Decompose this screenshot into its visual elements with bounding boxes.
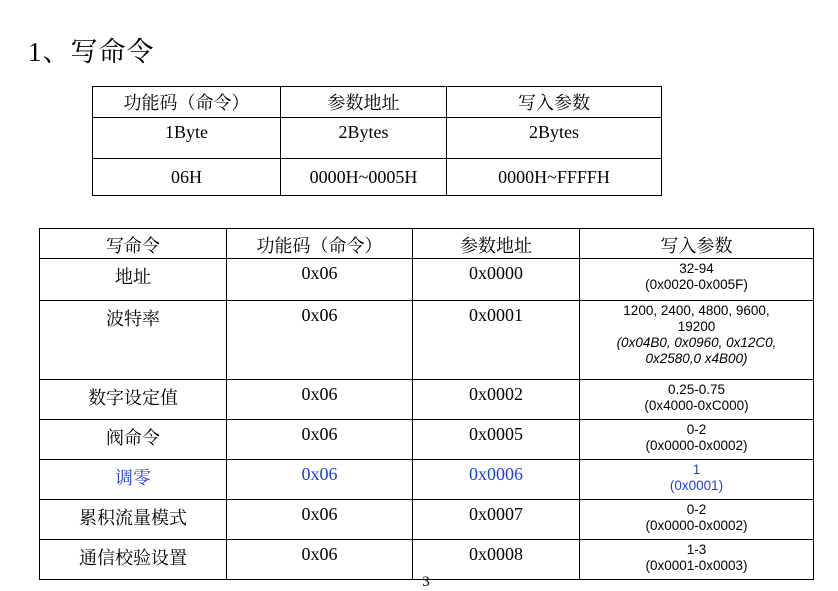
function-code-cell: 0x06 [227, 500, 413, 540]
command-table [39, 228, 814, 580]
command-row-digital-setpoint [40, 380, 814, 420]
function-code-cell: 0x06 [227, 301, 413, 380]
summary-cell: 0000H~FFFFH [447, 159, 662, 196]
param-line: 1200, 2400, 4800, 9600, [623, 303, 770, 318]
function-code-cell: 0x06 [227, 259, 413, 301]
page-number: 3 [422, 574, 430, 590]
command-row-accumulated-flow-mode [40, 500, 814, 540]
param-address-cell: 0x0001 [413, 301, 580, 380]
param-line: (0x0001-0x0003) [645, 558, 748, 573]
command-name-cell: 调零 [40, 460, 227, 500]
param-address-cell: 0x0008 [413, 540, 580, 580]
command-header-row [40, 229, 814, 259]
summary-header-cell: 参数地址 [281, 87, 447, 118]
summary-header-row [93, 87, 662, 118]
function-code-cell: 0x06 [227, 540, 413, 580]
param-line: 1-3 [686, 542, 707, 557]
param-line: 1 [692, 462, 701, 477]
command-header-cell: 功能码（命令） [227, 229, 413, 259]
param-line: (0x0001) [669, 478, 724, 493]
command-name-cell: 累积流量模式 [40, 500, 227, 540]
param-address-cell: 0x0007 [413, 500, 580, 540]
param-line: 0x2580,0 x4B00) [645, 351, 748, 366]
write-param-cell [580, 460, 814, 500]
param-line: (0x0020-0x005F) [645, 277, 748, 292]
write-param-cell [580, 301, 814, 380]
summary-cell: 2Bytes [281, 118, 447, 159]
summary-cell: 06H [93, 159, 281, 196]
command-name-cell: 阀命令 [40, 420, 227, 460]
param-line: (0x4000-0xC000) [644, 398, 749, 413]
summary-table [92, 86, 662, 196]
command-row-baud-rate [40, 301, 814, 380]
function-code-cell: 0x06 [227, 420, 413, 460]
param-line: 0.25-0.75 [667, 382, 726, 397]
write-param-cell [580, 259, 814, 301]
summary-row [93, 159, 662, 196]
param-address-cell: 0x0005 [413, 420, 580, 460]
write-param-cell [580, 420, 814, 460]
param-line: 32-94 [679, 261, 714, 276]
param-address-cell: 0x0000 [413, 259, 580, 301]
param-line: 0-2 [686, 502, 707, 517]
command-name-cell: 波特率 [40, 301, 227, 380]
command-name-cell: 数字设定值 [40, 380, 227, 420]
param-line: 19200 [677, 319, 716, 334]
command-header-cell: 写入参数 [580, 229, 814, 259]
param-address-cell: 0x0006 [413, 460, 580, 500]
command-row-zero-calibration [40, 460, 814, 500]
function-code-cell: 0x06 [227, 380, 413, 420]
command-name-cell: 地址 [40, 259, 227, 301]
summary-cell: 1Byte [93, 118, 281, 159]
summary-header-cell: 功能码（命令） [93, 87, 281, 118]
summary-cell: 0000H~0005H [281, 159, 447, 196]
write-param-cell [580, 500, 814, 540]
param-line: (0x04B0, 0x0960, 0x12C0, [616, 335, 777, 350]
command-name-cell: 通信校验设置 [40, 540, 227, 580]
param-address-cell: 0x0002 [413, 380, 580, 420]
write-param-cell [580, 380, 814, 420]
function-code-cell: 0x06 [227, 460, 413, 500]
command-header-cell: 参数地址 [413, 229, 580, 259]
command-row-valve-command [40, 420, 814, 460]
command-row-address [40, 259, 814, 301]
param-line: (0x0000-0x0002) [645, 518, 748, 533]
section-heading: 1、写命令 [28, 37, 155, 67]
param-line: 0-2 [686, 422, 707, 437]
summary-header-cell: 写入参数 [447, 87, 662, 118]
summary-row [93, 118, 662, 159]
command-header-cell: 写命令 [40, 229, 227, 259]
param-line: (0x0000-0x0002) [645, 438, 748, 453]
summary-cell: 2Bytes [447, 118, 662, 159]
